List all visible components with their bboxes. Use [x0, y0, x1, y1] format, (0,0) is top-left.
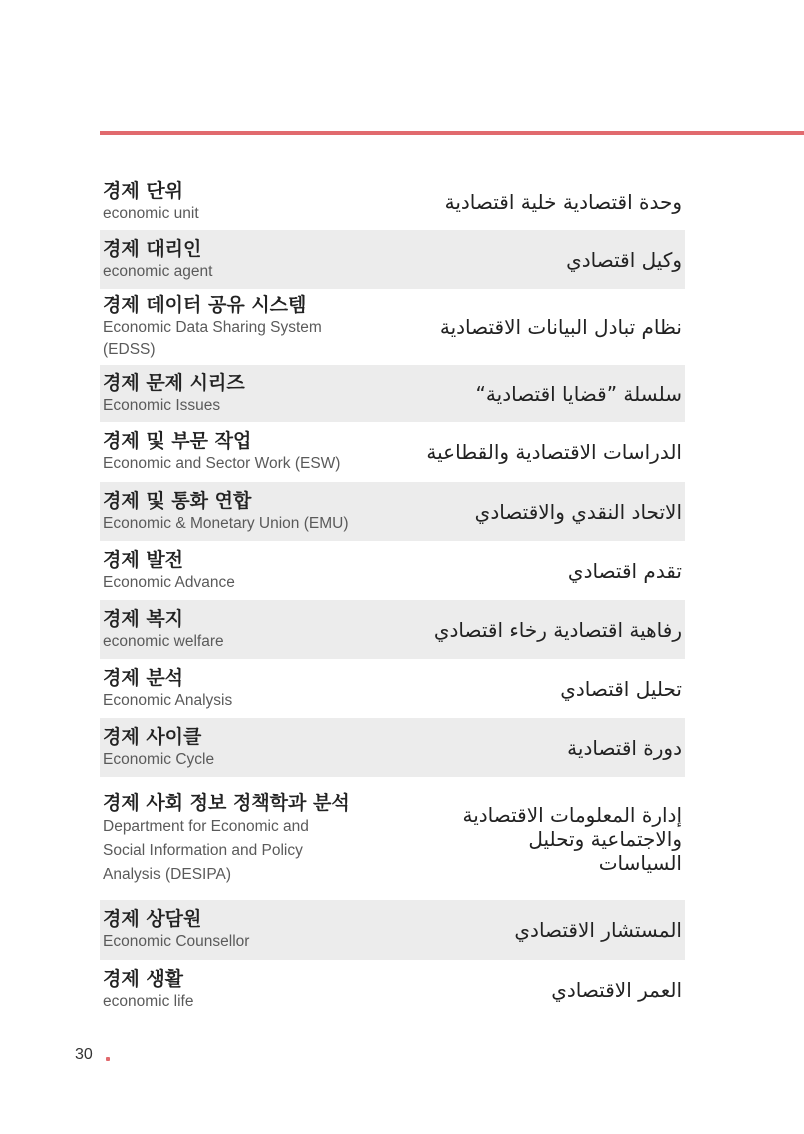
glossary-entry [100, 659, 685, 718]
glossary-entry [100, 960, 685, 1020]
glossary-entry [100, 541, 685, 600]
page-number: 30 [75, 1046, 93, 1063]
english-term: Economic and Sector Work (ESW) [103, 455, 341, 472]
glossary-entry [100, 718, 685, 777]
english-term: Economic Data Sharing System (EDSS) [103, 319, 322, 358]
korean-term: 경제 분석 [103, 666, 184, 689]
arabic-term: الدراسات الاقتصادية والقطاعية [426, 440, 682, 464]
glossary-entry [100, 289, 685, 365]
glossary-list [100, 174, 685, 1020]
korean-term: 경제 상담원 [103, 908, 202, 930]
korean-term: 경제 데이터 공유 시스템 [103, 294, 307, 316]
korean-term: 경제 복지 [103, 607, 184, 630]
english-term: Economic Counsellor [103, 933, 250, 950]
english-term: economic welfare [103, 632, 224, 650]
arabic-term: الاتحاد النقدي والاقتصادي [474, 499, 682, 524]
korean-term: 경제 생활 [103, 968, 184, 990]
english-term: Economic Cycle [103, 750, 215, 768]
glossary-entry [100, 230, 685, 289]
glossary-entry [100, 600, 685, 659]
english-term: Economic Analysis [103, 691, 233, 709]
korean-term: 경제 사회 정보 정책학과 분석 [103, 791, 350, 814]
page-marker-dot [106, 1057, 110, 1061]
korean-term: 경제 사이클 [103, 725, 202, 748]
korean-term: 경제 및 통화 연합 [103, 489, 252, 512]
arabic-term: تقدم اقتصادي [567, 558, 682, 583]
korean-term: 경제 대리인 [103, 237, 202, 260]
english-term: Economic & Monetary Union (EMU) [103, 514, 349, 532]
arabic-term: وكيل اقتصادي [566, 247, 682, 272]
english-term: Department for Economic and Social Information and Policy Analysis (DESIPA) [103, 817, 309, 883]
top-divider [100, 131, 804, 135]
arabic-term: رفاهية اقتصادية رخاء اقتصادي [433, 617, 682, 642]
glossary-entry [100, 422, 685, 482]
english-term: Economic Advance [103, 573, 235, 591]
arabic-term: تحليل اقتصادي [560, 676, 682, 701]
arabic-term: المستشار الاقتصادي [514, 918, 682, 942]
arabic-term: سلسلة ”قضايا اقتصادية“ [475, 381, 682, 406]
english-term: economic unit [103, 205, 199, 222]
glossary-entry [100, 174, 685, 230]
korean-term: 경제 발전 [103, 548, 184, 571]
glossary-entry [100, 482, 685, 541]
glossary-entry [100, 777, 685, 900]
arabic-term: نظام تبادل البيانات الاقتصادية [439, 315, 682, 339]
english-term: economic life [103, 993, 194, 1010]
arabic-term: وحدة اقتصادية خلية اقتصادية [444, 190, 682, 214]
glossary-entry [100, 365, 685, 422]
korean-term: 경제 및 부문 작업 [103, 430, 252, 452]
korean-term: 경제 단위 [103, 180, 184, 202]
glossary-entry [100, 900, 685, 960]
arabic-term: دورة اقتصادية [567, 735, 682, 760]
english-term: economic agent [103, 262, 213, 280]
korean-term: 경제 문제 시리즈 [103, 371, 245, 394]
arabic-term: العمر الاقتصادي [551, 978, 682, 1002]
english-term: Economic Issues [103, 396, 221, 414]
arabic-term: إدارة المعلومات الاقتصادية والاجتماعية وتحليل السياسات [462, 802, 682, 875]
